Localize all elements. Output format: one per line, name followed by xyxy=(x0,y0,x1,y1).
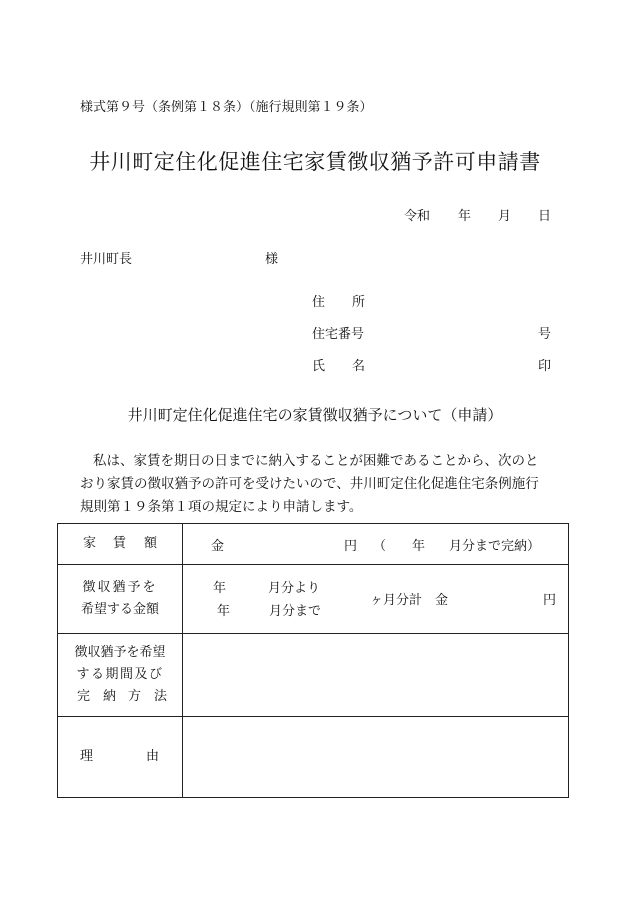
deferral-amount-label-1: 徴収猶予を xyxy=(82,580,158,595)
reason-cell[interactable] xyxy=(183,717,569,798)
date-day: 日 xyxy=(538,209,552,224)
period-label xyxy=(58,634,183,717)
deferral-to-year: 年 xyxy=(217,604,231,619)
addressee-honorific: 様 xyxy=(265,252,279,267)
deferral-amount-row xyxy=(58,565,569,634)
rent-kin: 金 xyxy=(211,539,225,554)
deferral-from-year: 年 xyxy=(213,581,227,596)
period-label-1: 徴収猶予を希望 xyxy=(74,645,166,660)
deferral-from-month: 月分より xyxy=(268,581,321,596)
deferral-yen: 円 xyxy=(543,593,557,608)
deferral-kin: 金 xyxy=(435,593,449,608)
name-label-1: 氏 xyxy=(312,359,326,374)
deferral-amount-label-2: 希望する金額 xyxy=(80,602,159,617)
document-title: 井川町定住化促進住宅家賃徴収猶予許可申請書 xyxy=(89,150,541,174)
period-label-2: する期間及び xyxy=(76,667,164,682)
period-label-3-char-3: 方 xyxy=(128,689,142,704)
rent-label-char-2: 賃 xyxy=(113,536,127,551)
period-label-3 xyxy=(58,686,182,708)
rent-yen: 円 xyxy=(344,539,358,554)
addressee-name: 井川町長 xyxy=(80,252,133,267)
date-month: 月 xyxy=(498,209,512,224)
rent-row xyxy=(58,524,569,565)
deferral-to-month: 月分まで xyxy=(269,604,322,619)
reason-label-char-2: 由 xyxy=(146,749,160,764)
period-label-3-char-1: 完 xyxy=(77,689,91,704)
address-label-2: 所 xyxy=(352,295,366,310)
rent-year: 年 xyxy=(412,539,426,554)
rent-paren-open: （ xyxy=(373,539,387,554)
reason-label xyxy=(58,717,183,798)
date-era: 令和 xyxy=(404,209,431,224)
address-label-1: 住 xyxy=(312,295,326,310)
house-number-suffix: 号 xyxy=(538,327,552,342)
rent-until: 月分まで完納） xyxy=(449,539,541,554)
body-paragraph: 私は、家賃を期日の日までに納入することが困難であることから、次のとおり家賃の徴収猶予の許可を受けたいので、井川町定住化促進住宅条例施行規則第１９条第１項の規定により申請します。 xyxy=(80,453,539,515)
date-year: 年 xyxy=(458,209,472,224)
reason-label-char-1: 理 xyxy=(80,749,94,764)
rent-label-char-1: 家 xyxy=(83,536,97,551)
seal-mark: 印 xyxy=(538,359,552,374)
deferral-amount-label xyxy=(58,565,183,634)
subject-line: 井川町定住化促進住宅の家賃徴収猶予について（申請） xyxy=(127,406,503,424)
rent-label xyxy=(58,524,183,565)
period-cell[interactable] xyxy=(183,634,569,717)
rent-value-cell[interactable] xyxy=(183,524,569,565)
deferral-months-total: ヶ月分計 xyxy=(370,593,423,608)
deferral-amount-cell[interactable] xyxy=(183,565,569,634)
reason-row xyxy=(58,717,569,798)
rent-label-char-3: 額 xyxy=(144,536,158,551)
form-number: 様式第９号（条例第１８条）（施行規則第１９条） xyxy=(80,100,373,115)
period-label-3-char-2: 納 xyxy=(103,689,117,704)
period-label-3-char-4: 法 xyxy=(154,689,168,704)
name-label-2: 名 xyxy=(352,359,366,374)
period-row xyxy=(58,634,569,717)
house-number-label: 住宅番号 xyxy=(312,327,365,342)
application-table xyxy=(57,523,569,798)
